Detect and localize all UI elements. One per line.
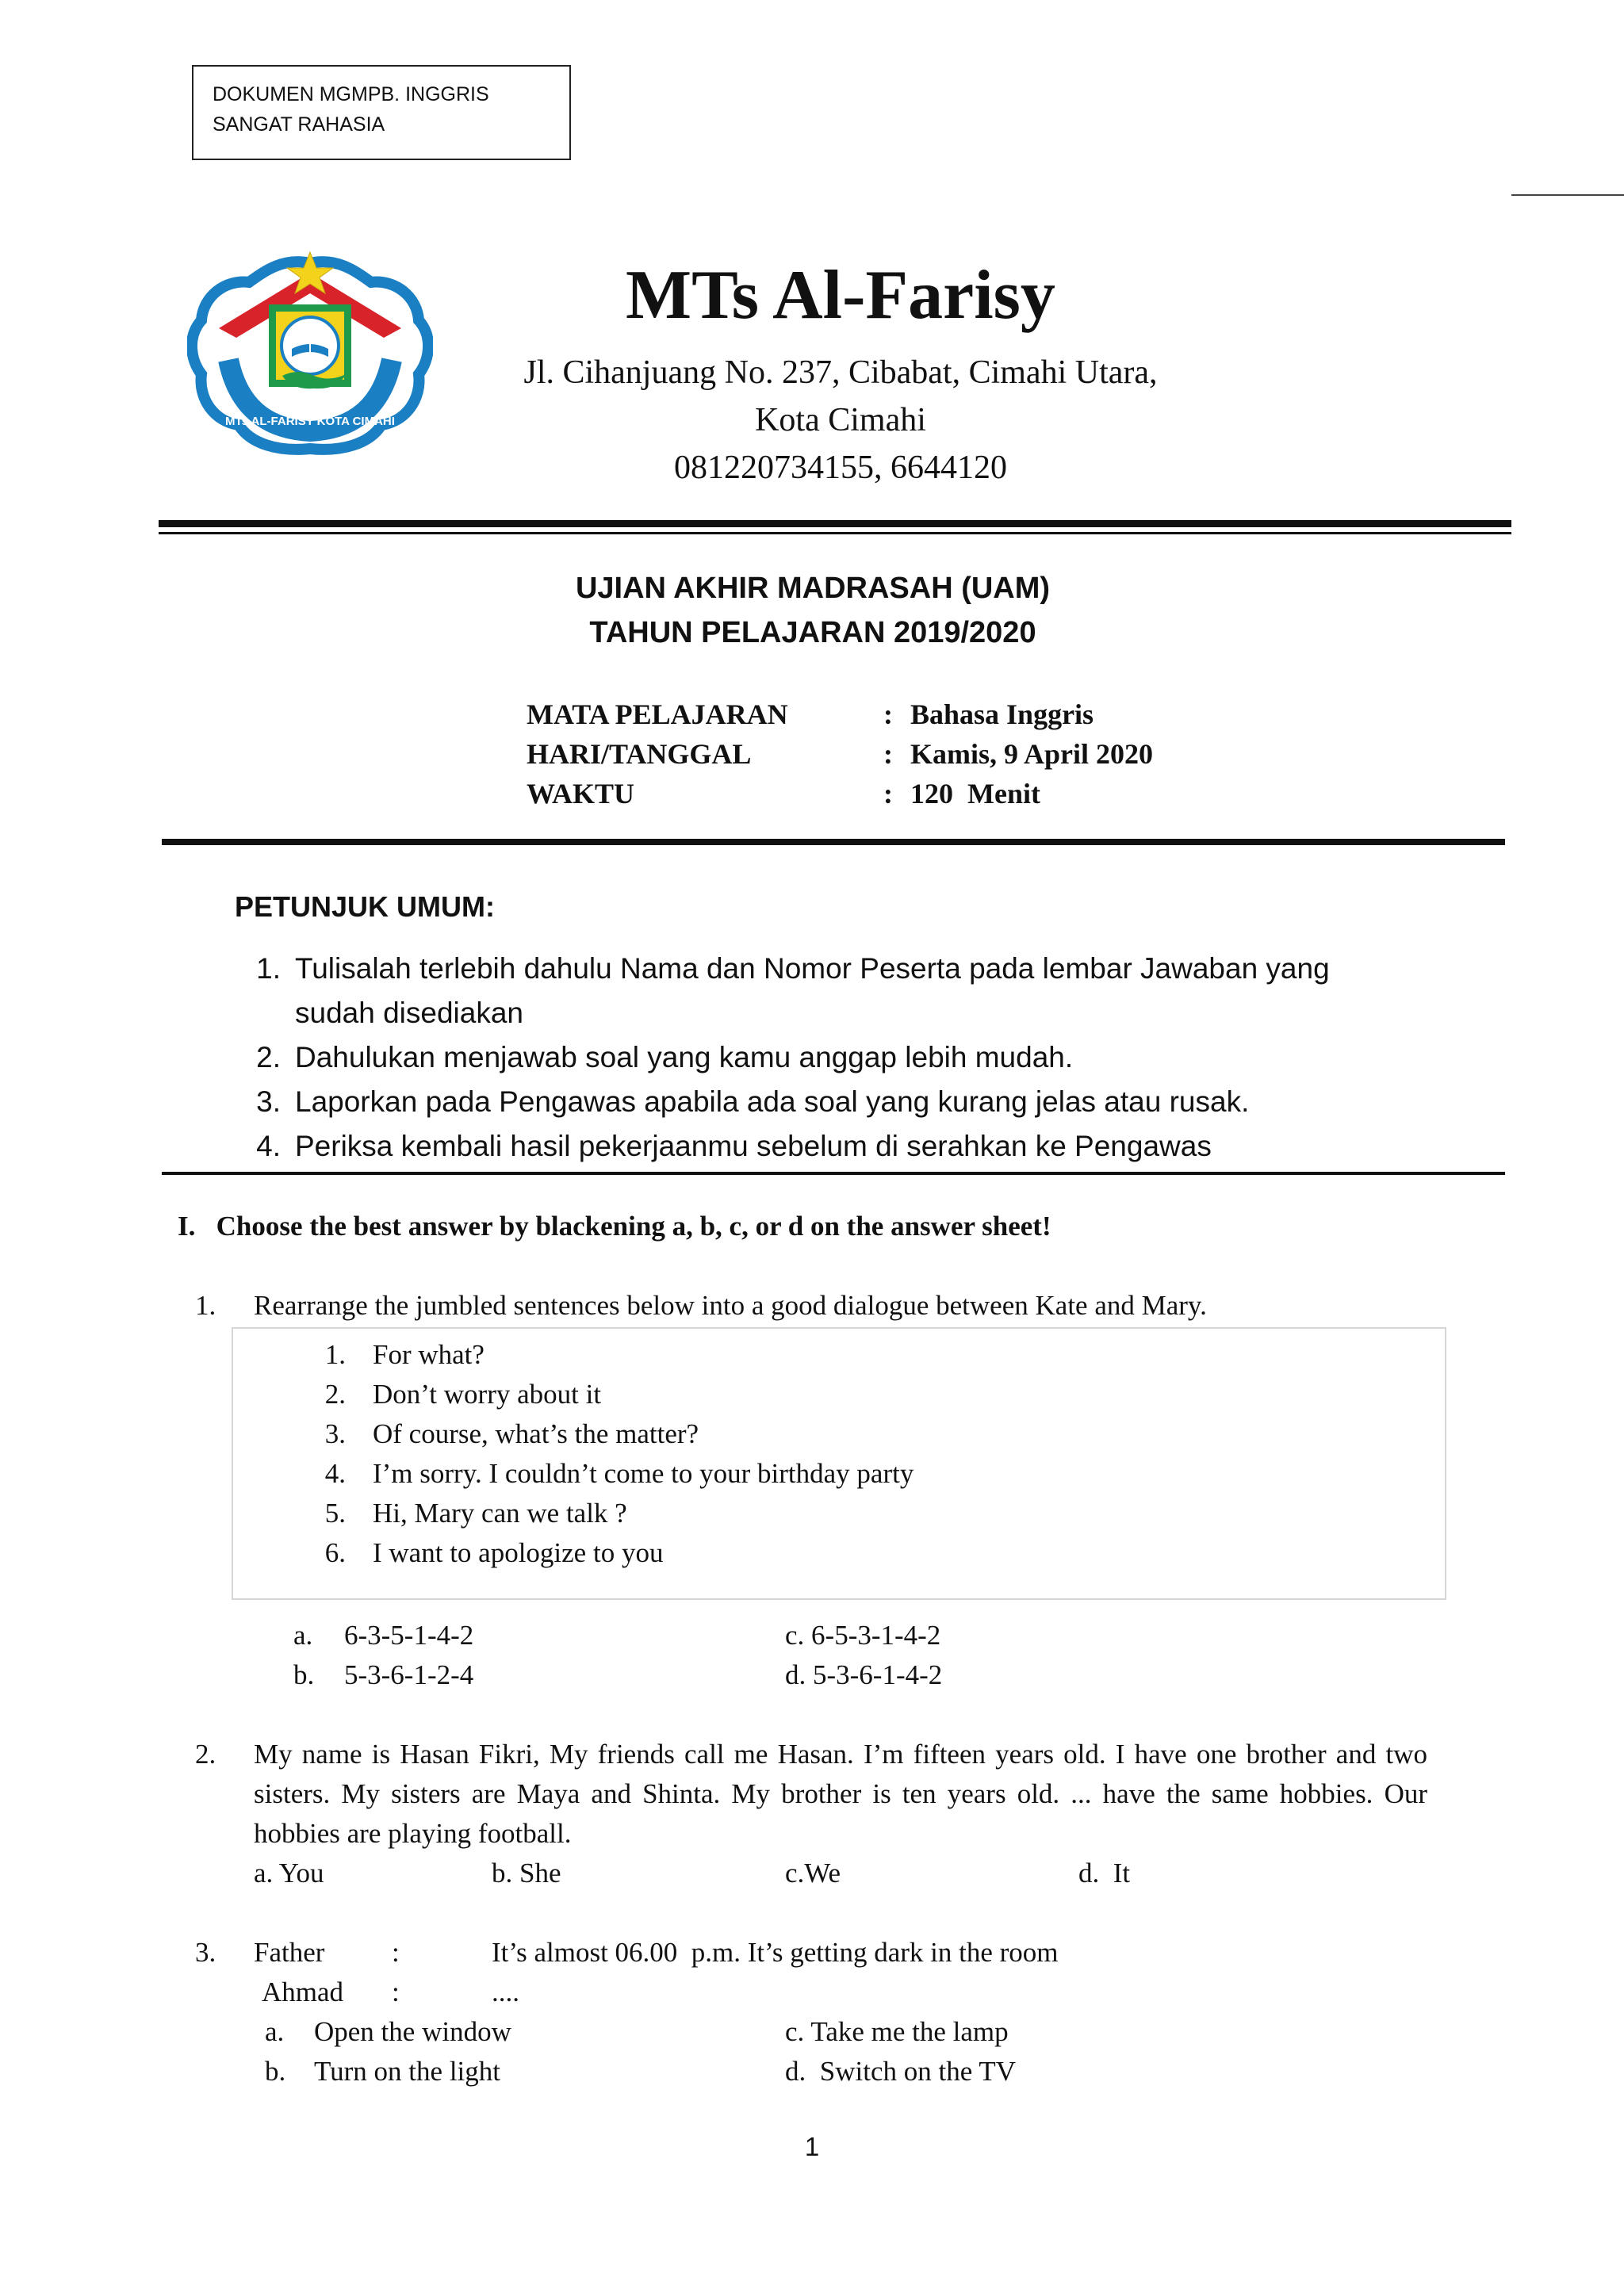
option-c: c. Take me the lamp — [785, 2016, 1009, 2047]
option-d: d. It — [1078, 1858, 1131, 1888]
jumbled-number: 3. — [324, 1418, 346, 1449]
exam-year: TAHUN PELAJARAN 2019/2020 — [589, 616, 1036, 649]
meta-value-date: Kamis, 9 April 2020 — [910, 738, 1154, 770]
option-a: 6-3-5-1-4-2 — [344, 1620, 474, 1651]
jumbled-number: 1. — [324, 1339, 346, 1370]
top-right-rule — [1511, 194, 1624, 196]
dialogue-speaker-ahmad: Ahmad — [262, 1976, 344, 2007]
jumbled-sentence: I’m sorry. I couldn’t come to your birthday party — [373, 1458, 914, 1489]
instruction-number: 4. — [256, 1130, 281, 1162]
option-d: d. Switch on the TV — [785, 2056, 1017, 2087]
meta-label-date: HARI/TANGGAL — [527, 738, 752, 770]
question-number: 1. — [195, 1290, 216, 1321]
dialogue-speaker-father: Father — [254, 1937, 325, 1968]
jumbled-number: 4. — [324, 1458, 346, 1489]
meta-label-subject: MATA PELAJARAN — [527, 698, 788, 730]
jumbled-number: 6. — [324, 1537, 346, 1568]
option-a: a. You — [254, 1858, 324, 1888]
dialogue-colon: : — [392, 1937, 400, 1968]
option-label-a: a. — [293, 1620, 313, 1651]
instruction-text: Periksa kembali hasil pekerjaanmu sebelum di serahkan ke Pengawas — [295, 1130, 1212, 1162]
option-d: d. 5-3-6-1-4-2 — [785, 1659, 943, 1690]
jumbled-sentence: Don’t worry about it — [373, 1379, 602, 1410]
jumbled-sentence: Hi, Mary can we talk ? — [373, 1498, 627, 1529]
document-label-line2: SANGAT RAHASIA — [213, 113, 385, 136]
instructions-rule — [162, 1172, 1505, 1175]
dialogue-line-father: It’s almost 06.00 p.m. It’s getting dark in the room — [492, 1937, 1059, 1968]
option-b: Turn on the light — [314, 2056, 500, 2087]
school-emblem-icon — [187, 241, 433, 455]
option-c: c. 6-5-3-1-4-2 — [785, 1620, 941, 1651]
question-number: 2. — [195, 1739, 216, 1770]
option-label-b: b. — [293, 1659, 315, 1690]
option-label-a: a. — [265, 2016, 285, 2047]
option-label-b: b. — [265, 2056, 286, 2087]
meta-colon: : — [883, 698, 893, 730]
address-line-1: Jl. Cihanjuang No. 237, Cibabat, Cimahi Utara, — [523, 354, 1158, 391]
exam-title: UJIAN AKHIR MADRASAH (UAM) — [575, 572, 1051, 605]
emblem-ring-text: MTs AL-FARISY KOTA CIMAHI — [225, 415, 395, 428]
meta-label-time: WAKTU — [527, 778, 635, 809]
document-label-box — [192, 65, 571, 160]
jumbled-sentence: I want to apologize to you — [373, 1537, 664, 1568]
instruction-text: Dahulukan menjawab soal yang kamu anggap lebih mudah. — [295, 1041, 1074, 1073]
jumbled-number: 5. — [324, 1498, 346, 1529]
question-text: My name is Hasan Fikri, My friends call me Hasan. I’m fifteen years old. I have one brother and two sisters. My sisters are Maya and Shinta. My brother is ten years old. ... have the same hobbies. Our hobbies are playing football. — [254, 1739, 1427, 1849]
dialogue-line-ahmad: .... — [492, 1976, 519, 2007]
page-number: 1 — [804, 2132, 820, 2161]
option-c: c.We — [785, 1858, 841, 1888]
instruction-number: 1. — [256, 952, 281, 985]
meta-value-time: 120 Menit — [910, 778, 1040, 809]
document-label-line1: DOKUMEN MGMPB. INGGRIS — [213, 83, 489, 105]
jumbled-sentence: For what? — [373, 1339, 485, 1370]
header-rule-thick — [159, 520, 1511, 527]
address-line-2: Kota Cimahi — [755, 402, 926, 438]
jumbled-sentence: Of course, what’s the matter? — [373, 1418, 699, 1449]
meta-value-subject: Bahasa Inggris — [910, 698, 1094, 730]
option-b: b. She — [492, 1858, 561, 1888]
instruction-text: Tulisalah terlebih dahulu Nama dan Nomor Peserta pada lembar Jawaban yang — [295, 952, 1330, 985]
instruction-number: 2. — [256, 1041, 281, 1073]
instructions-heading: PETUNJUK UMUM: — [235, 890, 495, 923]
instruction-text: Laporkan pada Pengawas apabila ada soal yang kurang jelas atau rusak. — [295, 1085, 1250, 1118]
header-rule-thin — [159, 532, 1511, 534]
instruction-text-cont: sudah disediakan — [295, 997, 523, 1029]
question-number: 3. — [195, 1937, 216, 1968]
option-a: Open the window — [314, 2016, 511, 2047]
option-b: 5-3-6-1-2-4 — [344, 1659, 474, 1690]
meta-colon: : — [883, 778, 893, 809]
meta-colon: : — [883, 738, 893, 770]
question-text: Rearrange the jumbled sentences below into a good dialogue between Kate and Mary. — [254, 1290, 1207, 1321]
phone-numbers: 081220734155, 6644120 — [674, 450, 1007, 486]
meta-rule — [162, 839, 1505, 845]
jumbled-number: 2. — [324, 1379, 346, 1410]
section-heading: I. Choose the best answer by blackening a, b, c, or d on the answer sheet! — [178, 1211, 1051, 1242]
school-name: MTs Al-Farisy — [626, 257, 1055, 334]
dialogue-colon: : — [392, 1976, 400, 2007]
instruction-number: 3. — [256, 1085, 281, 1118]
